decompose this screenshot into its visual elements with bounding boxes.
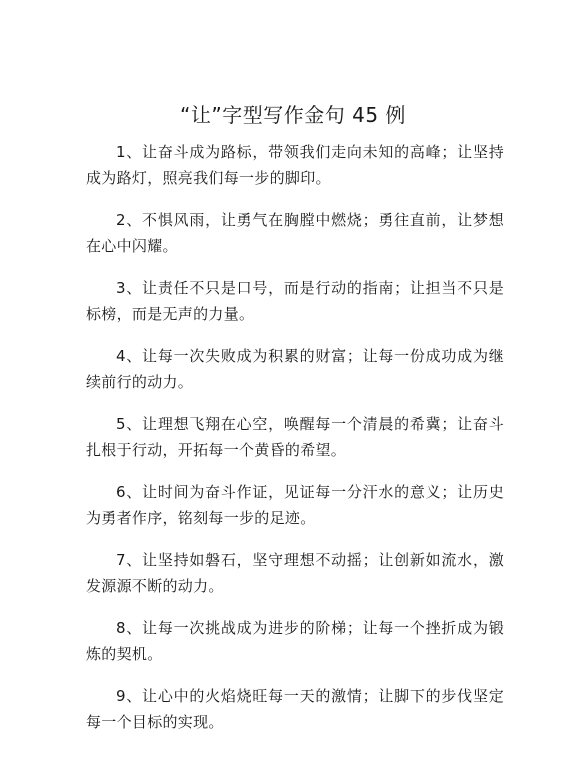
sentence-item-9: 9、让心中的火焰烧旺每一天的激情；让脚下的步伐坚定每一个目标的实现。 [86,687,504,731]
sentence-item-6: 6、让时间为奋斗作证，见证每一分汗水的意义；让历史为勇者作序，铭刻每一步的足迹。 [86,483,504,527]
sentence-item-7: 7、让坚持如磐石，坚守理想不动摇；让创新如流水，激发源源不断的动力。 [86,551,504,595]
sentence-item-1: 1、让奋斗成为路标，带领我们走向未知的高峰；让坚持成为路灯，照亮我们每一步的脚印。 [86,143,504,187]
sentence-item-8: 8、让每一次挑战成为进步的阶梯；让每一个挫折成为锻炼的契机。 [86,619,504,663]
sentence-list [86,139,504,751]
document-title: “让”字型写作金句 45 例 [180,103,406,127]
sentence-item-4: 4、让每一次失败成为积累的财富；让每一份成功成为继续前行的动力。 [86,347,504,391]
sentence-item-3: 3、让责任不只是口号，而是行动的指南；让担当不只是标榜，而是无声的力量。 [86,279,504,323]
sentence-item-5: 5、让理想飞翔在心空，唤醒每一个清晨的希冀；让奋斗扎根于行动，开拓每一个黄昏的希望。 [86,415,504,459]
sentence-item-2: 2、不惧风雨，让勇气在胸膛中燃烧；勇往直前，让梦想在心中闪耀。 [86,211,504,255]
